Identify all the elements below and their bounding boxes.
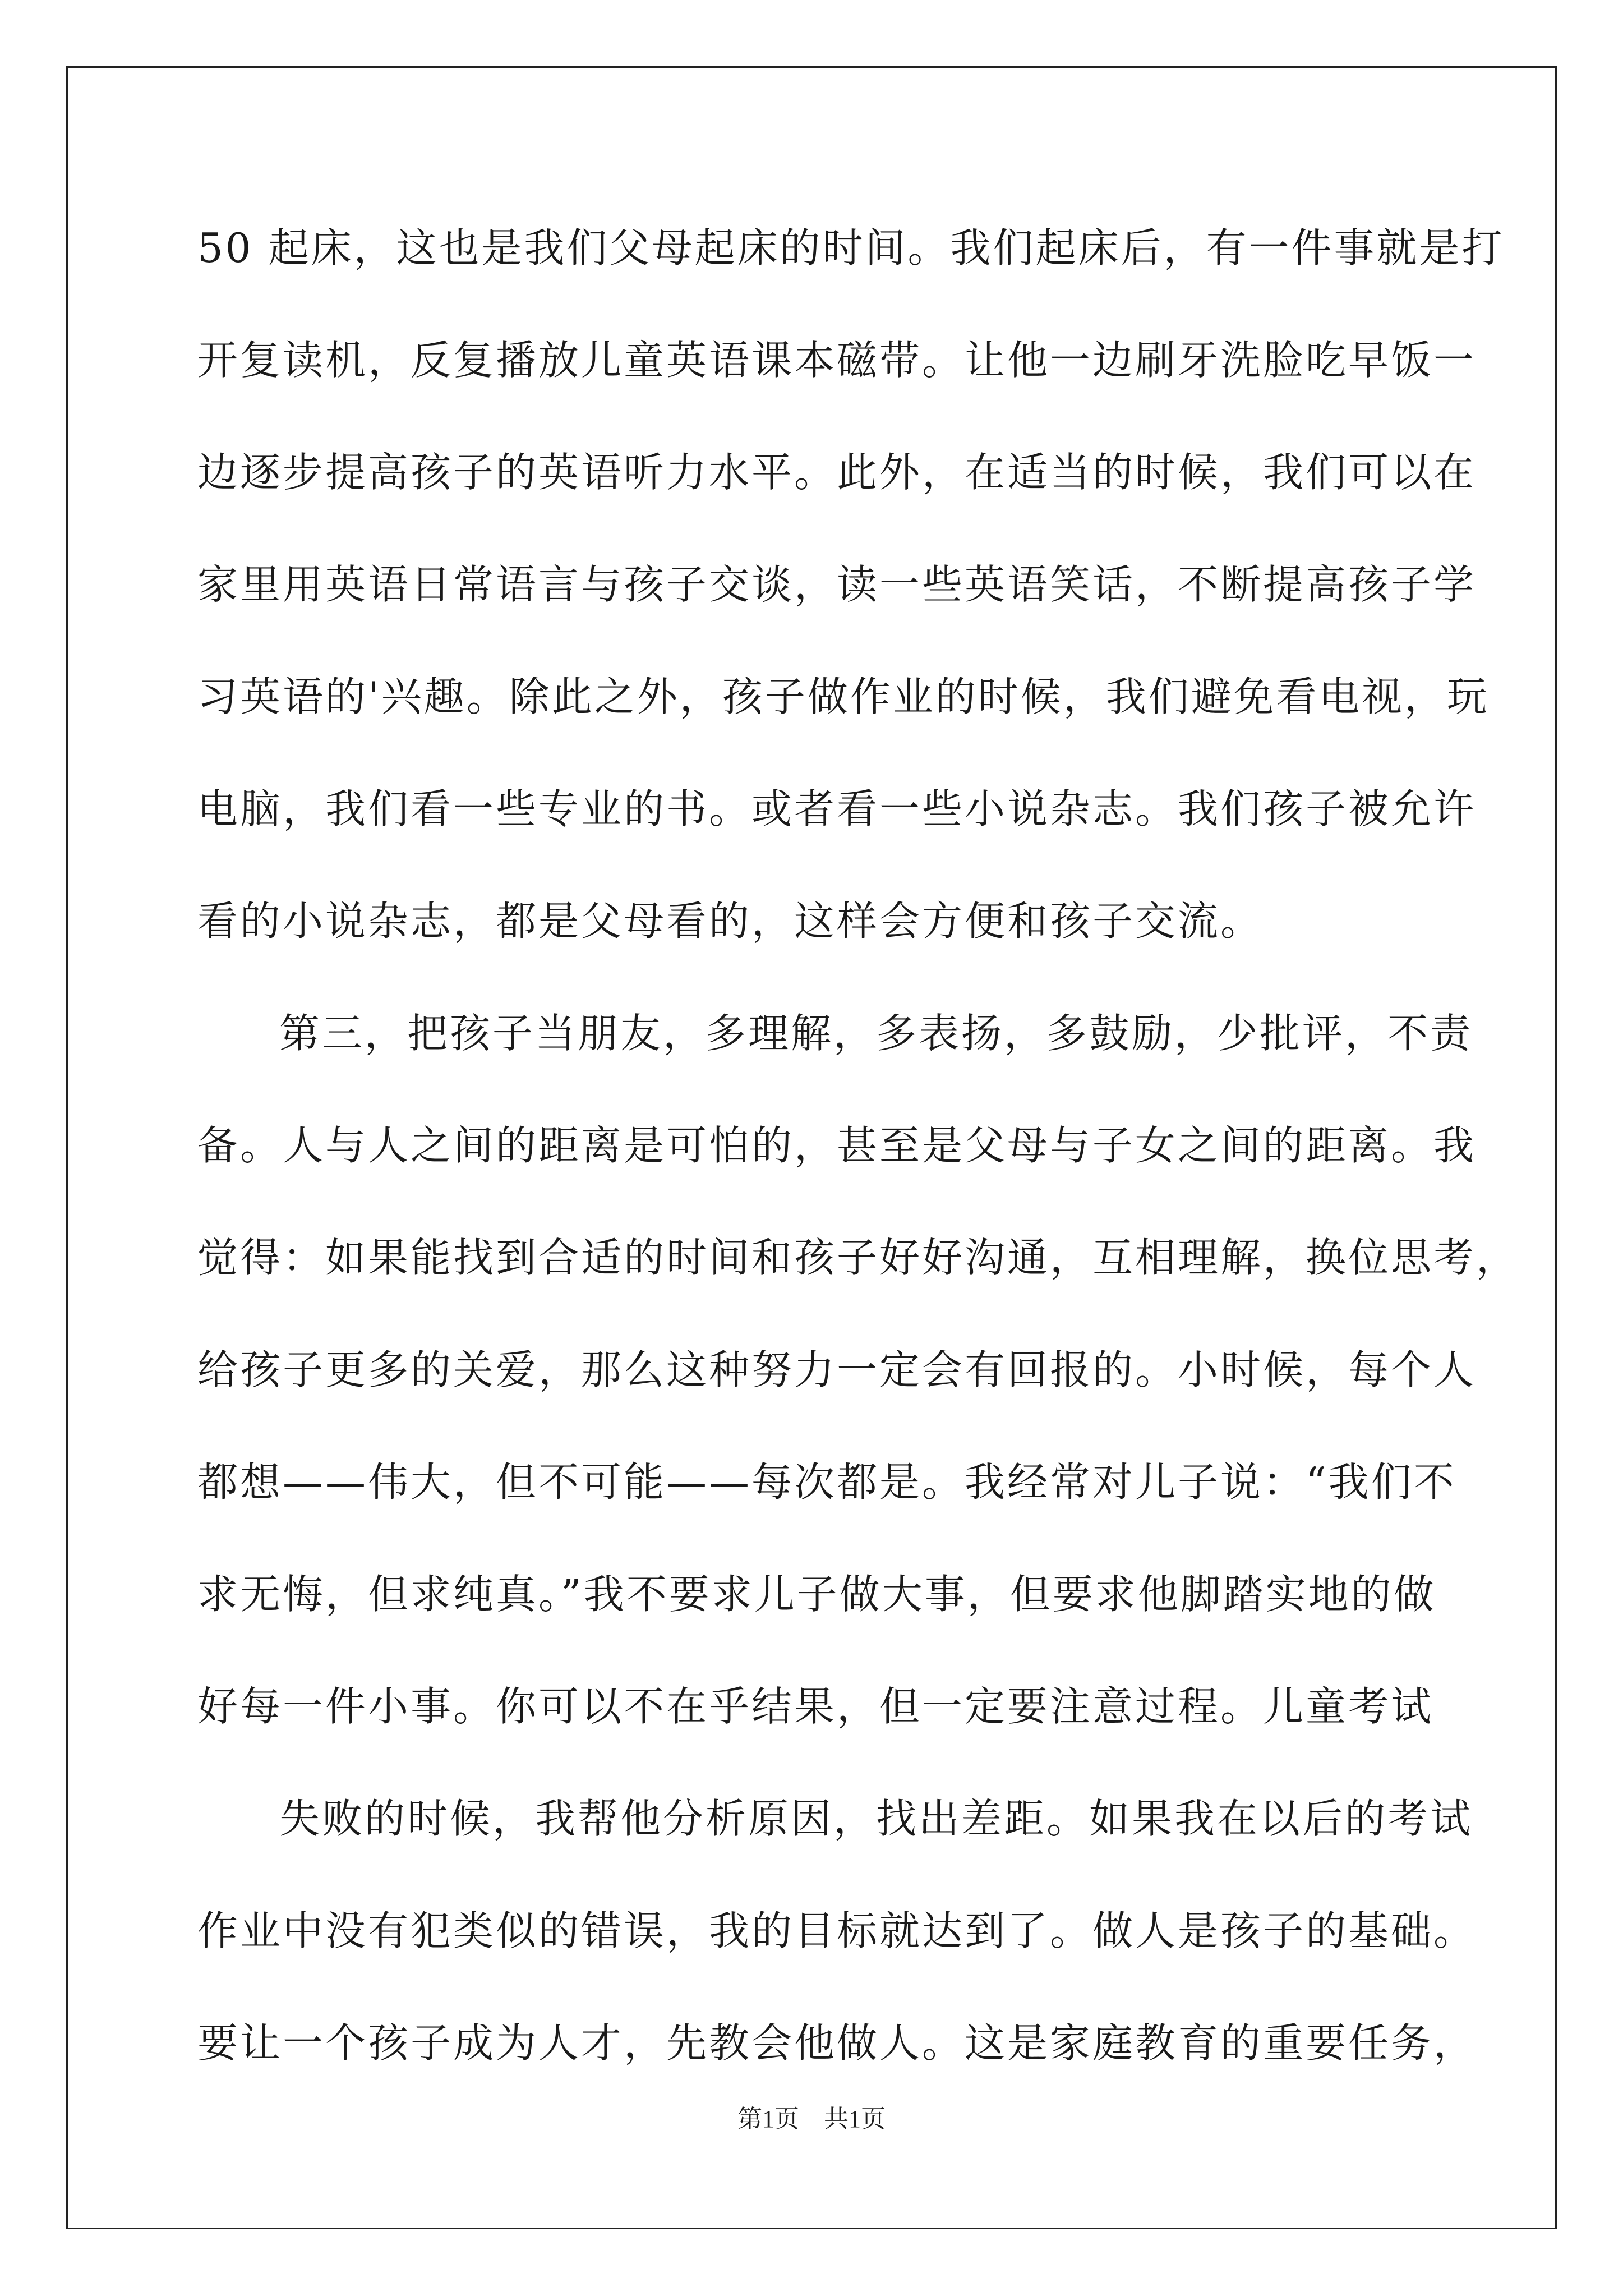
page-number-footer: 第1页 共1页 — [737, 2105, 886, 2133]
text-line: 开复读机，反复播放儿童英语课本磁带。让他一边刷牙洗脸吃早饭一 — [197, 337, 1477, 384]
text-line: 要让一个孩子成为人才，先教会他做人。这是家庭教育的重要任务， — [197, 2019, 1477, 2067]
paragraph-first-line: 失败的时候，我帮他分析原因，找出差距。如果我在以后的考试 — [279, 1795, 1473, 1842]
text-line: 50 起床，这也是我们父母起床的时间。我们起床后，有一件事就是打 — [197, 224, 1505, 272]
text-line: 给孩子更多的关爱，那么这种努力一定会有回报的。小时候，每个人 — [197, 1346, 1477, 1393]
text-line: 觉得：如果能找到合适的时间和孩子好好沟通，互相理解，换位思考， — [197, 1234, 1519, 1281]
text-line: 家里用英语日常语言与孩子交谈，读一些英语笑话，不断提高孩子学 — [197, 561, 1477, 608]
text-line: 边逐步提高孩子的英语听力水平。此外，在适当的时候，我们可以在 — [197, 449, 1477, 496]
text-line: 习英语的'兴趣。除此之外，孩子做作业的时候，我们避免看电视，玩 — [197, 673, 1490, 720]
text-line: 求无悔，但求纯真。”我不要求儿子做大事，但要求他脚踏实地的做 — [197, 1571, 1436, 1618]
text-line: 看的小说杂志，都是父母看的，这样会方便和孩子交流。 — [197, 898, 1264, 945]
text-line: 都想——伟大，但不可能——每次都是。我经常对儿子说：“我们不 — [197, 1458, 1456, 1506]
text-line: 备。人与人之间的距离是可怕的，甚至是父母与子女之间的距离。我 — [197, 1122, 1477, 1169]
text-line: 电脑，我们看一些专业的书。或者看一些小说杂志。我们孩子被允许 — [197, 785, 1477, 832]
text-line: 作业中没有犯类似的错误，我的目标就达到了。做人是孩子的基础。 — [197, 1907, 1477, 1954]
paragraph-first-line: 第三，把孩子当朋友，多理解，多表扬，多鼓励，少批评，不责 — [279, 1010, 1473, 1057]
text-line: 好每一件小事。你可以不在乎结果，但一定要注意过程。儿童考试 — [197, 1683, 1434, 1730]
